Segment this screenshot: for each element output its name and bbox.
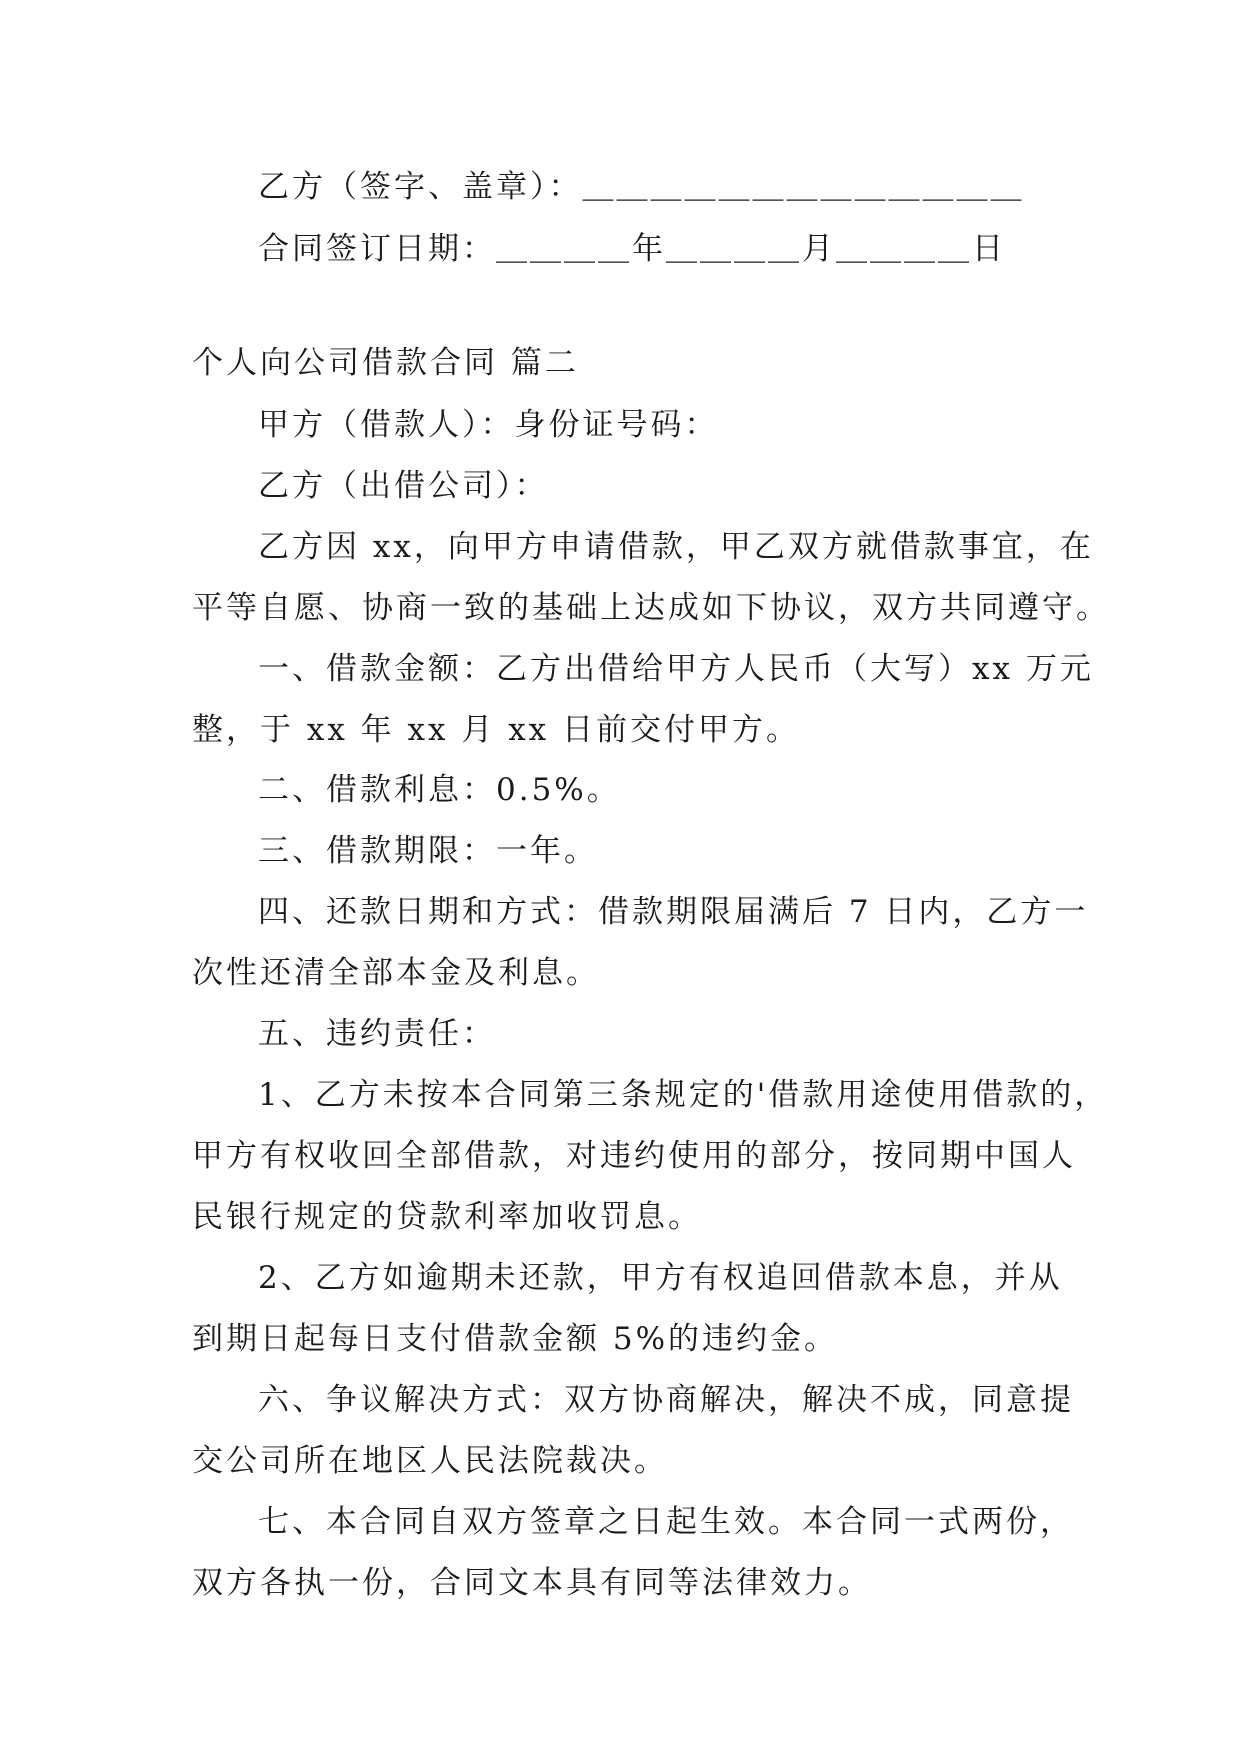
preamble-line-1: 乙方因 xx，向甲方申请借款，甲乙双方就借款事宜，在 xyxy=(258,529,1094,565)
clause-5-1-line-3: 民银行规定的贷款利率加收罚息。 xyxy=(192,1199,702,1235)
clause-2-line: 二、借款利息：0.5%。 xyxy=(258,772,621,808)
clause-1-line-1: 一、借款金额：乙方出借给甲方人民币（大写）xx 万元 xyxy=(258,651,1094,687)
clause-5-heading: 五、违约责任： xyxy=(258,1016,496,1052)
clause-4-line-2: 次性还清全部本金及利息。 xyxy=(192,955,600,991)
clause-5-2-line-1: 2、乙方如逾期未还款，甲方有权追回借款本息，并从 xyxy=(258,1260,1063,1296)
party-b-signature-line: 乙方（签字、盖章）：＿＿＿＿＿＿＿＿＿＿＿＿＿ xyxy=(258,169,1025,205)
clause-7-line-1: 七、本合同自双方签章之日起生效。本合同一式两份， xyxy=(258,1504,1074,1540)
clause-3-line: 三、借款期限：一年。 xyxy=(258,833,598,869)
clause-6-line-2: 交公司所在地区人民法院裁决。 xyxy=(192,1443,668,1479)
clause-4-line-1: 四、还款日期和方式：借款期限届满后 7 日内，乙方一 xyxy=(258,894,1089,930)
party-a-line: 甲方（借款人）：身份证号码： xyxy=(258,407,719,443)
clause-5-2-line-2: 到期日起每日支付借款金额 5%的违约金。 xyxy=(192,1321,839,1357)
clause-6-line-1: 六、争议解决方式：双方协商解决，解决不成，同意提 xyxy=(258,1382,1074,1418)
contract-date-line: 合同签订日期：＿＿＿＿年＿＿＿＿月＿＿＿＿日 xyxy=(258,231,1006,267)
clause-7-line-2: 双方各执一份，合同文本具有同等法律效力。 xyxy=(192,1565,872,1601)
party-b-line: 乙方（出借公司）： xyxy=(258,468,549,504)
preamble-line-2: 平等自愿、协商一致的基础上达成如下协议，双方共同遵守。 xyxy=(192,590,1110,626)
clause-5-1-line-2: 甲方有权收回全部借款，对违约使用的部分，按同期中国人 xyxy=(192,1138,1076,1174)
section-title: 个人向公司借款合同 篇二 xyxy=(192,345,579,381)
clause-1-line-2: 整，于 xx 年 xx 月 xx 日前交付甲方。 xyxy=(192,712,801,748)
clause-5-1-line-1: 1、乙方未按本合同第三条规定的'借款用途使用借款的， xyxy=(258,1077,1109,1113)
